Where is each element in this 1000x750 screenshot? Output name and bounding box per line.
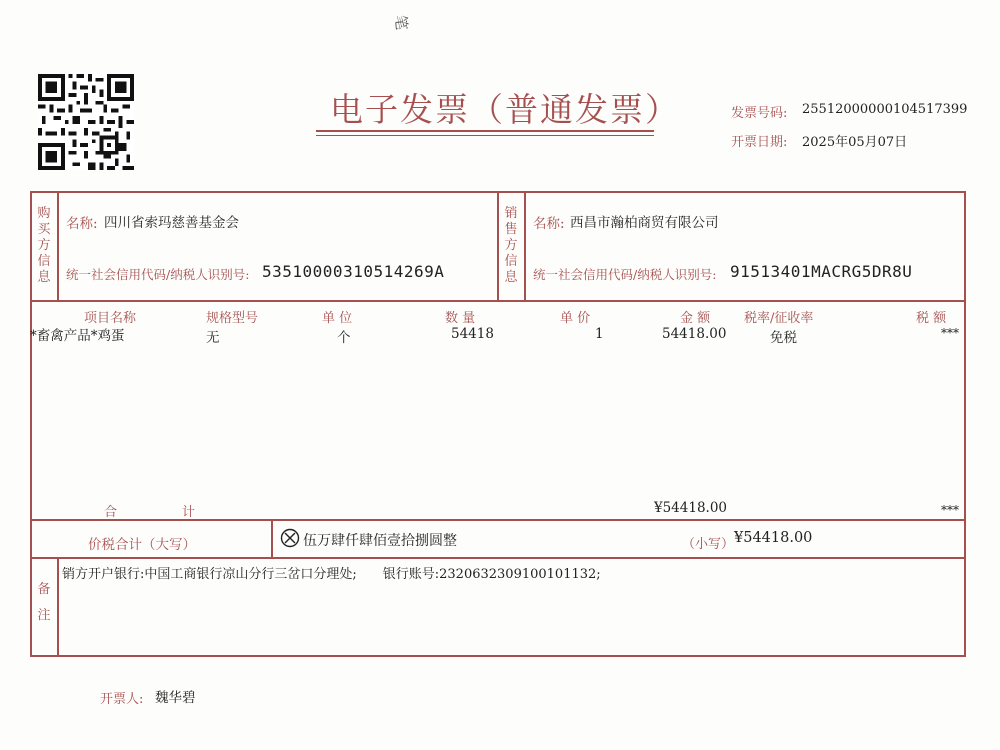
title-underline-thin bbox=[316, 135, 654, 136]
grand-total-label: 价税合计（大写） bbox=[88, 537, 196, 553]
grand-total-divider bbox=[271, 519, 273, 558]
buyer-code-label: 统一社会信用代码/纳税人识别号: bbox=[66, 267, 250, 282]
header-spec: 规格型号 bbox=[206, 311, 259, 326]
seller-label-divider bbox=[524, 191, 526, 301]
total-label-1: 合 bbox=[104, 505, 118, 520]
item-price: 1 bbox=[595, 326, 604, 342]
seller-name: 西昌市瀚柏商贸有限公司 bbox=[570, 215, 719, 231]
buyer-name-label: 名称: bbox=[66, 216, 98, 232]
invoice-number-label: 发票号码: bbox=[731, 106, 788, 121]
item-spec: 无 bbox=[206, 330, 220, 346]
qr-code-icon bbox=[38, 74, 134, 170]
total-amount: ¥54418.00 bbox=[654, 500, 728, 516]
remarks-section-label: 备 注 bbox=[37, 582, 51, 623]
seller-code-label: 统一社会信用代码/纳税人识别号: bbox=[533, 267, 717, 282]
remarks-divider bbox=[57, 557, 59, 657]
seller-code: 91513401MACRG5DR8U bbox=[730, 262, 913, 281]
item-amount: 54418.00 bbox=[662, 326, 727, 342]
divider-total bbox=[30, 519, 966, 521]
buyer-section-label: 购 买 方 信 息 bbox=[37, 206, 51, 285]
item-name: *畜禽产品*鸡蛋 bbox=[30, 328, 125, 344]
total-label-2: 计 bbox=[182, 505, 196, 520]
header-amount: 金 额 bbox=[680, 311, 711, 326]
remarks-text: 销方开户银行:中国工商银行凉山分行三岔口分理处; 银行账号:2320632309100101132; bbox=[62, 567, 601, 582]
party-divider bbox=[497, 191, 499, 301]
header-rate: 税率/征收率 bbox=[744, 311, 814, 326]
total-tax: *** bbox=[941, 503, 959, 517]
divider-grand-total bbox=[30, 557, 966, 559]
invoice-title: 电子发票（普通发票） bbox=[330, 90, 680, 129]
grand-total-small-label: （小写） bbox=[682, 537, 735, 552]
seller-name-label: 名称: bbox=[533, 216, 565, 232]
grand-total-small-value: ¥54418.00 bbox=[734, 530, 813, 546]
header-price: 单 价 bbox=[560, 311, 591, 326]
header-unit: 单 位 bbox=[322, 311, 353, 326]
item-qty: 54418 bbox=[451, 326, 494, 342]
issuer-label: 开票人: bbox=[100, 692, 144, 707]
seller-section-label: 销 售 方 信 息 bbox=[504, 206, 518, 285]
item-unit: 个 bbox=[337, 330, 351, 346]
issuer-name: 魏华碧 bbox=[155, 690, 196, 706]
buyer-code: 53510000310514269A bbox=[262, 262, 445, 281]
circled-x-icon bbox=[280, 528, 300, 548]
invoice-number: 25512000000104517399 bbox=[802, 102, 968, 117]
header-item-name: 项目名称 bbox=[84, 311, 137, 326]
buyer-name: 四川省索玛慈善基金会 bbox=[104, 215, 239, 231]
invoice-date-label: 开票日期: bbox=[731, 135, 788, 150]
header-tax: 税 额 bbox=[916, 311, 947, 326]
invoice-date: 2025年05月07日 bbox=[802, 135, 908, 150]
grand-total-words: 伍万肆仟肆佰壹拾捌圆整 bbox=[303, 533, 457, 549]
item-rate: 免税 bbox=[770, 330, 797, 346]
header-qty: 数 量 bbox=[445, 311, 476, 326]
buyer-label-divider bbox=[57, 191, 59, 301]
title-underline bbox=[316, 130, 654, 132]
item-tax: *** bbox=[941, 326, 959, 340]
handwritten-mark: 笔 bbox=[391, 14, 411, 31]
